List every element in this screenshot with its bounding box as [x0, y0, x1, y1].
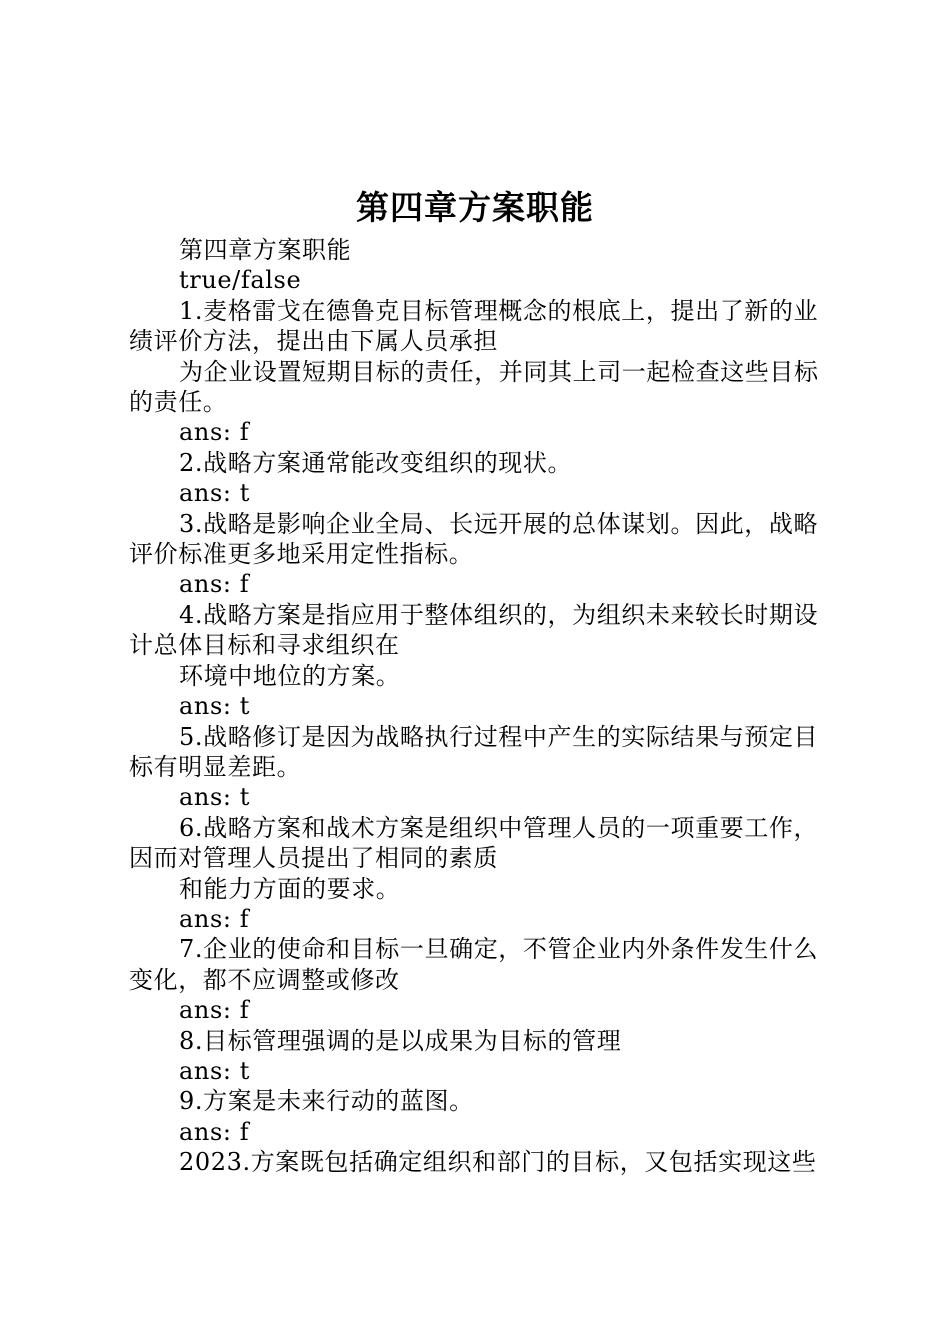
- text-line: ans: f: [179, 570, 250, 599]
- text-line: 2.战略方案通常能改变组织的现状。: [179, 448, 573, 477]
- text-line: 为企业设置短期目标的责任，并同其上司一起检查这些目标: [179, 357, 819, 386]
- text-line: ans: f: [179, 996, 250, 1025]
- text-line: ans: f: [179, 1117, 250, 1146]
- text-line: true/false: [179, 266, 302, 295]
- text-line: 5.战略修订是因为战略执行过程中产生的实际结果与预定目: [179, 722, 819, 751]
- text-line: 1.麦格雷戈在德鲁克目标管理概念的根底上，提出了新的业: [179, 296, 819, 325]
- text-line: 绩评价方法，提出由下属人员承担: [129, 327, 498, 356]
- text-line: ans: t: [179, 783, 251, 812]
- text-line: 第四章方案职能: [179, 236, 352, 264]
- text-line: 7.企业的使命和目标一旦确定，不管企业内外条件发生什么: [179, 935, 819, 964]
- text-line: ans: f: [179, 418, 250, 447]
- text-line: ans: t: [179, 1056, 251, 1085]
- text-line: 环境中地位的方案。: [179, 661, 401, 690]
- text-line: 6.战略方案和战术方案是组织中管理人员的一项重要工作，: [179, 813, 819, 842]
- text-line: 标有明显差距。: [129, 752, 302, 781]
- text-line: 9.方案是未来行动的蓝图。: [179, 1087, 474, 1116]
- text-line: 计总体目标和寻求组织在: [129, 631, 400, 660]
- text-line: 变化，都不应调整或修改: [129, 965, 400, 994]
- document-body: [129, 235, 835, 1178]
- text-line: 4.战略方案是指应用于整体组织的，为组织未来较长时期设: [179, 600, 819, 629]
- text-line: 的责任。: [129, 388, 228, 417]
- text-line: ans: t: [179, 479, 251, 508]
- text-line: 评价标准更多地采用定性指标。: [129, 540, 474, 569]
- text-line: ans: t: [179, 692, 251, 721]
- text-line: 2023.方案既包括确定组织和部门的目标，又包括实现这些: [179, 1148, 817, 1177]
- text-line: 8.目标管理强调的是以成果为目标的管理: [179, 1026, 622, 1055]
- page-title: 第四章方案职能: [356, 188, 594, 227]
- text-line: 3.战略是影响企业全局、长远开展的总体谋划。因此，战略: [179, 509, 819, 538]
- text-line: 因而对管理人员提出了相同的素质: [129, 844, 498, 873]
- text-line: 和能力方面的要求。: [179, 874, 401, 903]
- text-line: ans: f: [179, 904, 250, 933]
